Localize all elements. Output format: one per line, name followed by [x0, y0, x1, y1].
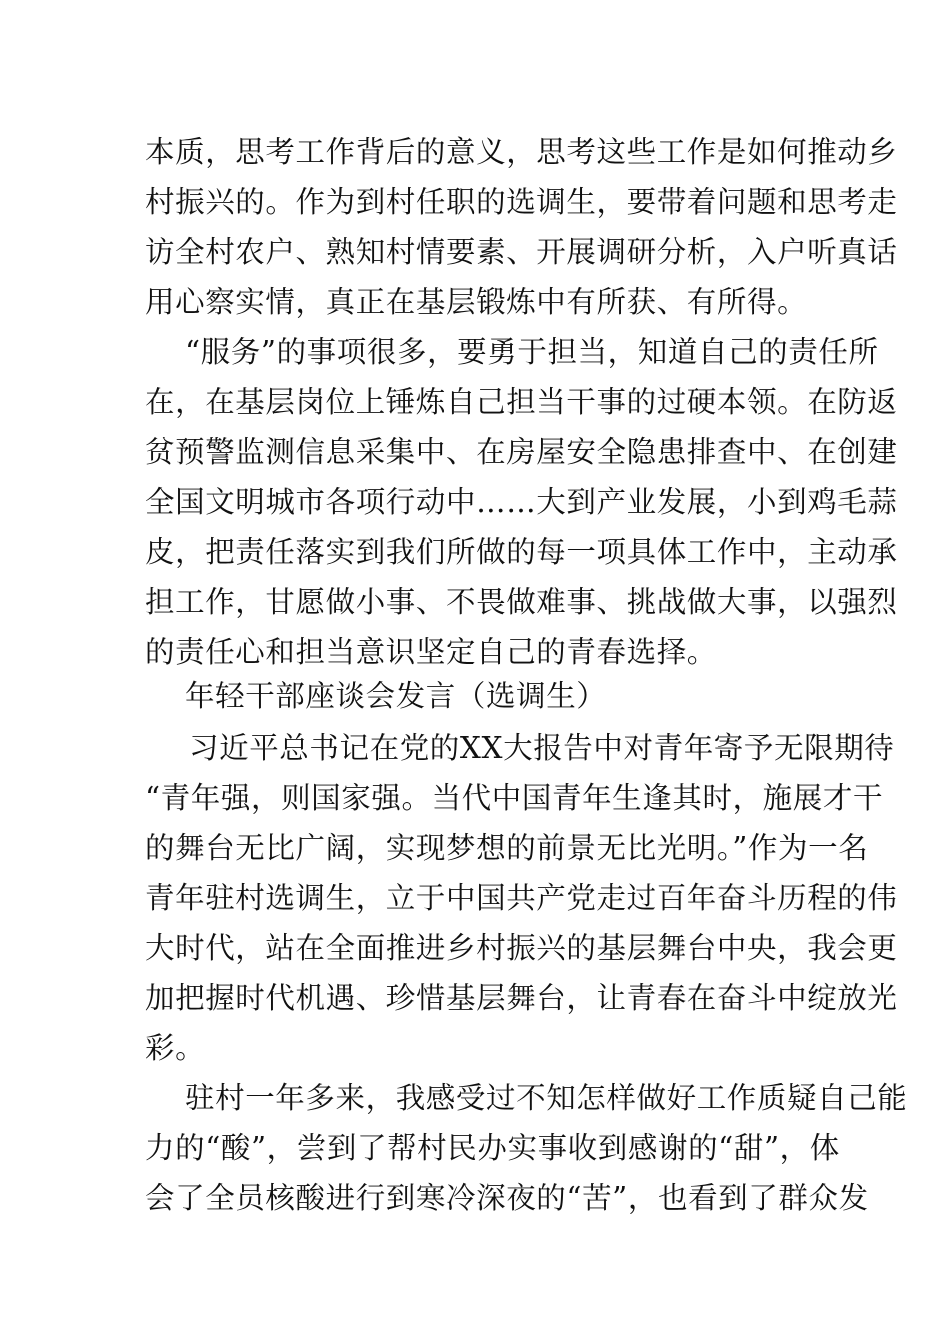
text-line: 全国文明城市各项行动中……大到产业发展，小到鸡毛蒜 — [145, 485, 898, 519]
text-line: 的责任心和担当意识坚定自己的青春选择。 — [145, 635, 717, 669]
paragraph-2 — [145, 327, 898, 677]
text-line: 皮，把责任落实到我们所做的每一项具体工作中，主动承 — [145, 535, 898, 569]
text-line: 彩。 — [145, 1031, 206, 1065]
text-line: 贫预警监测信息采集中、在房屋安全隐患排查中、在创建 — [145, 435, 898, 469]
text-line: 在，在基层岗位上锤炼自己担当干事的过硬本领。在防返 — [145, 385, 898, 419]
text-line: 习近平总书记在党的XX大报告中对青年寄予无限期待 — [189, 731, 895, 765]
paragraph-4 — [145, 1073, 908, 1223]
text-line: 担工作，甘愿做小事、不畏做难事、挑战做大事，以强烈 — [145, 585, 898, 619]
text-line: 加把握时代机遇、珍惜基层舞台，让青春在奋斗中绽放光 — [145, 981, 898, 1015]
paragraph-1 — [145, 127, 898, 327]
text-line: 访全村农户、熟知村情要素、开展调研分析，入户听真话 — [145, 235, 898, 269]
text-line: 力的“酸”，尝到了帮村民办实事收到感谢的“甜”，体 — [145, 1131, 840, 1165]
text-line: 会了全员核酸进行到寒冷深夜的“苦”，也看到了群众发 — [145, 1181, 869, 1215]
text-line: 驻村一年多来，我感受过不知怎样做好工作质疑自己能 — [185, 1081, 908, 1115]
section-title-text: 年轻干部座谈会发言（选调生） — [185, 679, 607, 713]
paragraph-3 — [145, 723, 898, 1073]
text-line: “青年强，则国家强。当代中国青年生逢其时，施展才干 — [145, 781, 884, 815]
text-line: 用心察实情，真正在基层锻炼中有所获、有所得。 — [145, 285, 808, 319]
text-line: 大时代，站在全面推进乡村振兴的基层舞台中央，我会更 — [145, 931, 898, 965]
text-line: 村振兴的。作为到村任职的选调生，要带着问题和思考走 — [145, 185, 898, 219]
text-line: 青年驻村选调生，立于中国共产党走过百年奋斗历程的伟 — [145, 881, 898, 915]
text-line: “服务”的事项很多，要勇于担当，知道自己的责任所 — [185, 335, 879, 369]
text-line: 本质，思考工作背后的意义，思考这些工作是如何推动乡 — [145, 135, 898, 169]
text-line: 的舞台无比广阔，实现梦想的前景无比光明。”作为一名 — [145, 831, 869, 865]
section-title — [145, 671, 810, 721]
